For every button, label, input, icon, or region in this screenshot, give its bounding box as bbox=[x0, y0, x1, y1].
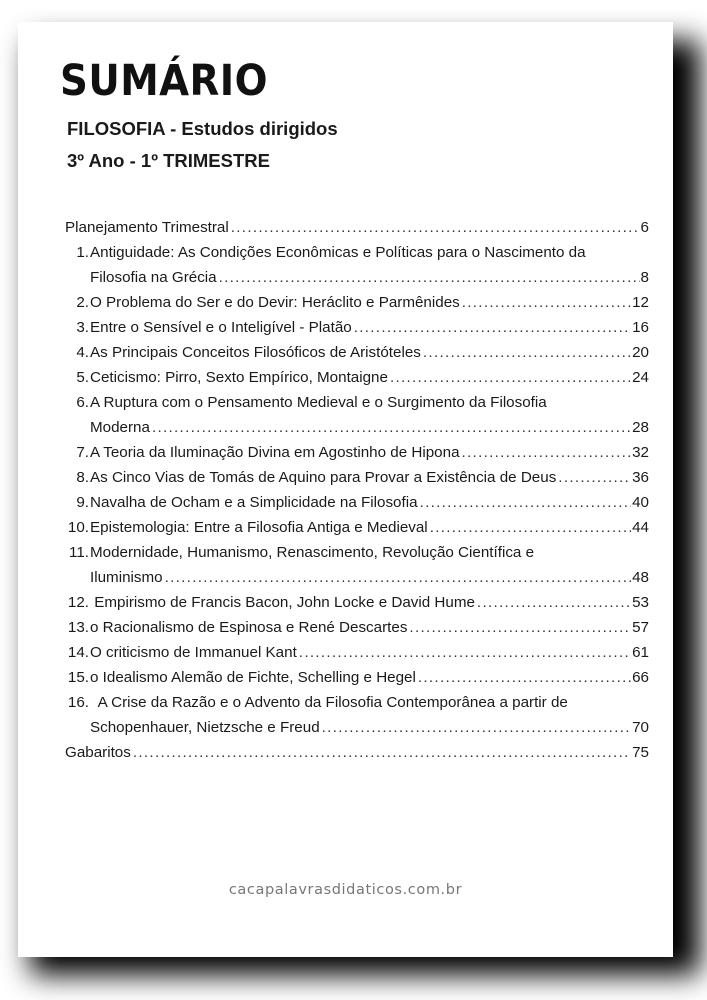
toc-entry-number: 1. bbox=[76, 244, 89, 261]
toc-entry bbox=[65, 540, 649, 590]
dot-leader bbox=[133, 740, 631, 765]
toc-entry bbox=[65, 390, 649, 440]
toc-entry-label: o Idealismo Alemão de Fichte, Schelling e Hegel bbox=[90, 669, 416, 686]
toc-entry-label: As Principais Conceitos Filosóficos de Aristóteles bbox=[90, 344, 421, 361]
toc-page-number: 53 bbox=[632, 594, 649, 611]
toc-entry bbox=[65, 615, 649, 640]
page-title: SUMÁRIO bbox=[60, 56, 269, 106]
dot-leader bbox=[558, 465, 631, 490]
dot-leader bbox=[477, 590, 631, 615]
toc-entry-outro bbox=[65, 740, 649, 765]
toc-entry-label: Entre o Sensível e o Inteligível - Platão bbox=[90, 319, 352, 336]
toc-page-number: 66 bbox=[632, 669, 649, 686]
dot-leader bbox=[354, 315, 631, 340]
toc-entry-label: Gabaritos bbox=[65, 744, 131, 761]
dot-leader bbox=[430, 515, 631, 540]
toc-entry-label: A Ruptura com o Pensamento Medieval e o Surgimento da Filosofia bbox=[90, 394, 547, 411]
toc-entry-number: 5. bbox=[76, 369, 89, 386]
dot-leader bbox=[322, 715, 631, 740]
toc-entry-number: 13. bbox=[67, 619, 89, 636]
toc-page-number: 16 bbox=[632, 319, 649, 336]
footer-site: cacapalavrasdidaticos.com.br bbox=[228, 882, 463, 898]
toc-entry bbox=[65, 590, 649, 615]
toc-entry-label: Antiguidade: As Condições Econômicas e Políticas para o Nascimento da bbox=[90, 244, 586, 261]
toc-entry-number: 4. bbox=[76, 344, 89, 361]
grade-heading: 3º Ano - 1º TRIMESTRE bbox=[67, 150, 270, 171]
toc-page-number: 75 bbox=[632, 744, 649, 761]
toc-entry-number: 2. bbox=[76, 294, 89, 311]
toc-entry-label: Moderna bbox=[90, 419, 150, 436]
toc-entry-label: O Problema do Ser e do Devir: Heráclito e Parmênides bbox=[90, 294, 460, 311]
toc-entry-label: Filosofia na Grécia bbox=[90, 269, 217, 286]
toc-entry bbox=[65, 690, 649, 740]
toc-entry-label: Modernidade, Humanismo, Renascimento, Revolução Científica e bbox=[90, 544, 535, 561]
toc-entry bbox=[65, 340, 649, 365]
toc-entry bbox=[65, 240, 649, 290]
toc-entry bbox=[65, 315, 649, 340]
toc-entry bbox=[65, 465, 649, 490]
toc-page-number: 6 bbox=[640, 219, 649, 236]
dot-leader bbox=[409, 615, 631, 640]
toc-entry-label: Navalha de Ocham e a Simplicidade na Filosofia bbox=[90, 494, 418, 511]
dot-leader bbox=[423, 340, 631, 365]
dot-leader bbox=[219, 265, 640, 290]
toc-page-number: 28 bbox=[632, 419, 649, 436]
dot-leader bbox=[462, 290, 631, 315]
toc-entry-number: 8. bbox=[76, 469, 89, 486]
toc-entry-number: 6. bbox=[76, 394, 89, 411]
dot-leader bbox=[299, 640, 631, 665]
dot-leader bbox=[231, 215, 640, 240]
dot-leader bbox=[462, 440, 632, 465]
toc-page-number: 48 bbox=[632, 569, 649, 586]
toc-entry bbox=[65, 490, 649, 515]
toc-page-number: 40 bbox=[632, 494, 649, 511]
toc-entry bbox=[65, 440, 649, 465]
toc-entry-number: 3. bbox=[76, 319, 89, 336]
toc-entry-label: A Teoria da Iluminação Divina em Agostinho de Hipona bbox=[90, 444, 460, 461]
toc-entry bbox=[65, 640, 649, 665]
toc-entry-number: 12. bbox=[67, 594, 89, 611]
toc-entry-label: Epistemologia: Entre a Filosofia Antiga e Medieval bbox=[90, 519, 428, 536]
table-of-contents bbox=[65, 215, 649, 765]
toc-entry-intro bbox=[65, 215, 649, 240]
dot-leader bbox=[420, 490, 632, 515]
dot-leader bbox=[152, 415, 631, 440]
toc-entry-number: 15. bbox=[67, 669, 89, 686]
toc-entry-number: 11. bbox=[69, 544, 89, 561]
toc-page-number: 24 bbox=[632, 369, 649, 386]
dot-leader bbox=[390, 365, 631, 390]
toc-entry-number: 9. bbox=[76, 494, 89, 511]
toc-entry-label: Schopenhauer, Nietzsche e Freud bbox=[90, 719, 320, 736]
toc-entry bbox=[65, 365, 649, 390]
toc-entry-label: o Racionalismo de Espinosa e René Descartes bbox=[90, 619, 408, 636]
toc-page-number: 8 bbox=[640, 269, 649, 286]
toc-page-number: 61 bbox=[632, 644, 649, 661]
toc-entry-number: 14. bbox=[67, 644, 89, 661]
subject-heading: FILOSOFIA - Estudos dirigidos bbox=[67, 118, 338, 139]
toc-entry-label: Iluminismo bbox=[90, 569, 163, 586]
toc-page-number: 36 bbox=[632, 469, 649, 486]
toc-entry bbox=[65, 290, 649, 315]
toc-page-number: 70 bbox=[632, 719, 649, 736]
toc-page-number: 57 bbox=[632, 619, 649, 636]
dot-leader bbox=[165, 565, 632, 590]
toc-entry-label: Ceticismo: Pirro, Sexto Empírico, Montaigne bbox=[90, 369, 388, 386]
toc-entry-label: A Crise da Razão e o Advento da Filosofia Contemporânea a partir de bbox=[90, 694, 568, 711]
toc-page-number: 20 bbox=[632, 344, 649, 361]
toc-entry-number: 10. bbox=[67, 519, 89, 536]
toc-entry-number: 7. bbox=[76, 444, 89, 461]
document-page bbox=[18, 22, 673, 957]
toc-page-number: 44 bbox=[632, 519, 649, 536]
toc-entry-label: O criticismo de Immanuel Kant bbox=[90, 644, 297, 661]
toc-entry bbox=[65, 515, 649, 540]
toc-page-number: 32 bbox=[632, 444, 649, 461]
dot-leader bbox=[418, 665, 631, 690]
toc-entry bbox=[65, 665, 649, 690]
toc-entry-label: As Cinco Vias de Tomás de Aquino para Provar a Existência de Deus bbox=[90, 469, 557, 486]
toc-entry-label: Empirismo de Francis Bacon, John Locke e David Hume bbox=[90, 594, 475, 611]
toc-entry-label: Planejamento Trimestral bbox=[65, 219, 229, 236]
toc-entry-number: 16. bbox=[67, 694, 89, 711]
toc-page-number: 12 bbox=[632, 294, 649, 311]
